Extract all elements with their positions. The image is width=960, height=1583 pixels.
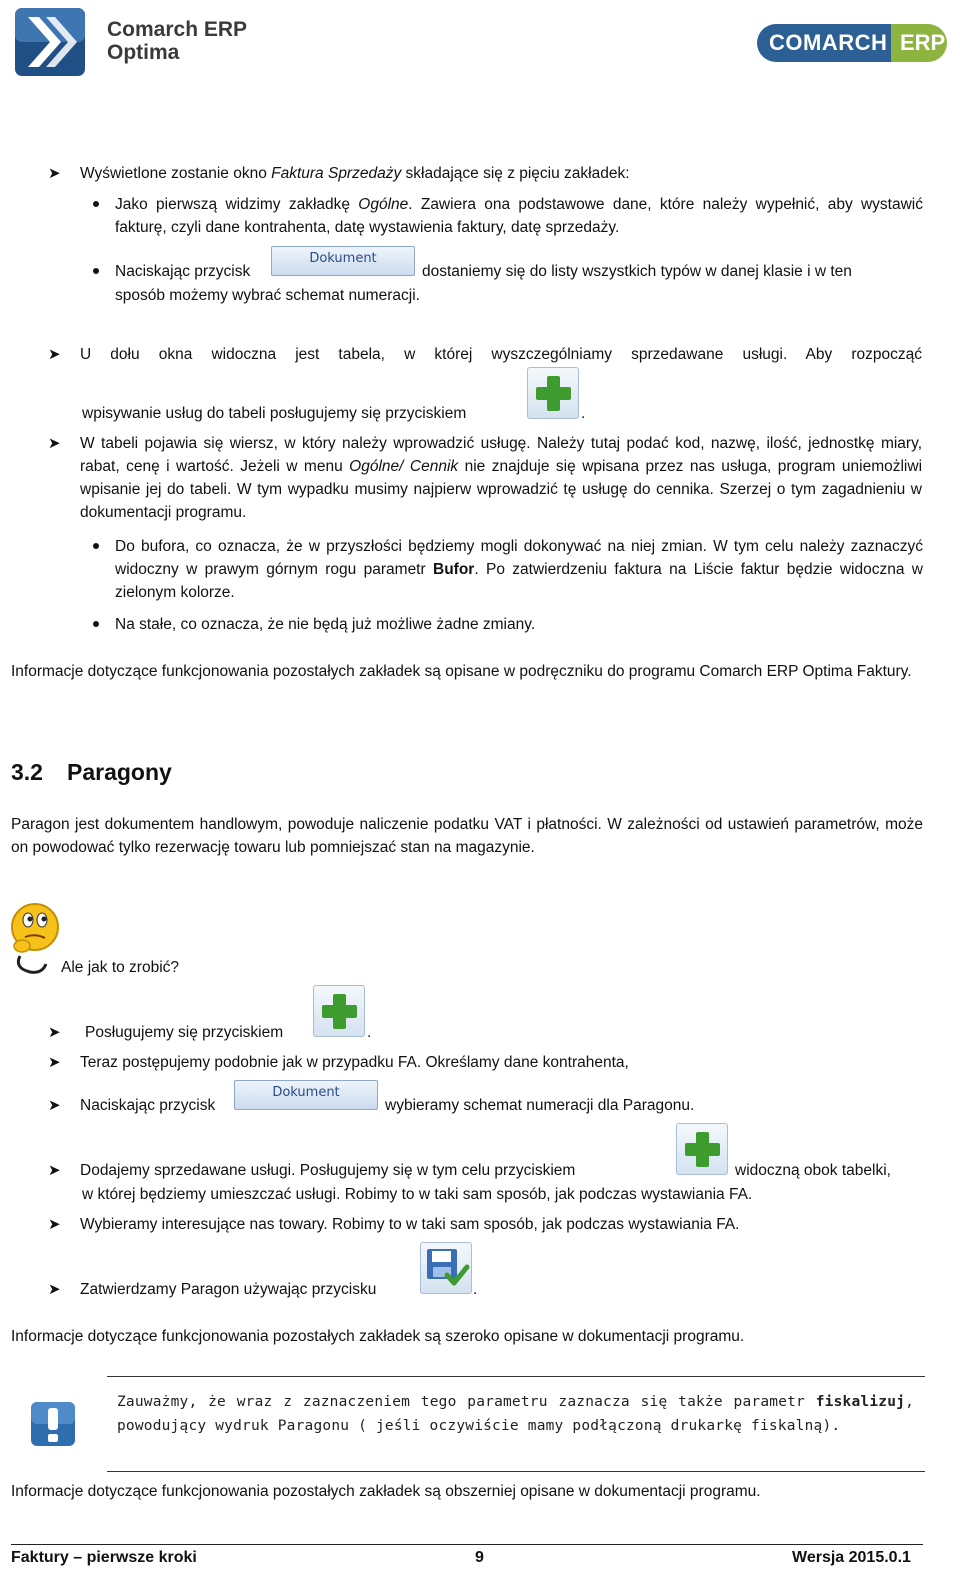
step-numbering-scheme: wybieramy schemat numeracji dla Paragonu. xyxy=(385,1097,695,1114)
bullet-dot-icon xyxy=(93,621,99,627)
paragraph-general-tab: Jako pierwszą widzimy zakładkę Ogólne. Zawiera ona podstawowe dane, które należy wypełnić, aby wystawić fakturę, czyli dane kontrahenta, datę wystawienia faktury, datę sprzedaży. xyxy=(115,196,923,236)
note-text: Zauważmy, że wraz z zaznaczeniem tego parametru zaznacza się także parametr fiskalizuj, powodujący wydruk Paragonu ( jeśli oczywiście mamy podłączoną drukarkę fiskalną). xyxy=(117,1394,914,1434)
text-pressing-button-cont: dostaniemy się do listy wszystkich typów w danej klasie i w ten xyxy=(422,263,852,280)
brand-right-text: ERP xyxy=(900,30,946,55)
arrow-bullet-icon: ➤ xyxy=(48,1216,61,1233)
step-use-button: Posługujemy się przyciskiem xyxy=(85,1024,284,1041)
footer-title: Faktury – pierwsze kroki xyxy=(11,1549,197,1566)
note-top-rule xyxy=(107,1376,925,1377)
thinking-smiley-icon xyxy=(8,898,64,974)
product-name-line2: Optima xyxy=(107,41,180,64)
arrow-bullet-icon: ➤ xyxy=(48,1162,61,1179)
footer-version: Wersja 2015.0.1 xyxy=(792,1549,911,1566)
paragraph-permanent: Na stałe, co oznacza, że nie będą już możliwe żadne zmiany. xyxy=(115,616,536,633)
step-add-services-line2: w której będziemy umieszczać usługi. Robimy to w taki sam sposób, jak podczas wystawiania FA. xyxy=(82,1186,753,1203)
footer-rule xyxy=(11,1544,923,1545)
step-add-services-cont: widoczną obok tabelki, xyxy=(735,1162,891,1179)
paragraph-table-line2: wpisywanie usług do tabeli posługujemy się przyciskiem xyxy=(82,405,467,422)
add-plus-button[interactable] xyxy=(676,1123,728,1175)
question-text: Ale jak to zrobić? xyxy=(61,959,180,976)
note-bottom-rule xyxy=(107,1471,925,1472)
paragraph-paragon-intro: Paragon jest dokumentem handlowym, powoduje naliczenie podatku VAT i płatności. W zależności od ustawień parametrów, może on powodować tylko rezerwację towaru lub pomniejszać stan na magazynie. xyxy=(11,816,923,856)
arrow-bullet-icon: ➤ xyxy=(48,1281,61,1298)
arrow-bullet-icon: ➤ xyxy=(48,1097,61,1114)
step-add-services: Dodajemy sprzedawane usługi. Posługujemy się w tym celu przyciskiem xyxy=(80,1162,576,1179)
save-disk-icon xyxy=(421,1243,471,1293)
bullet-dot-icon xyxy=(93,543,99,549)
text-pressing-button-line2: sposób możemy wybrać schemat numeracji. xyxy=(115,287,420,304)
paragraph-window-intro: Wyświetlone zostanie okno Faktura Sprzedaży składające się z pięciu zakładek: xyxy=(80,165,630,182)
comarch-erp-brand-logo xyxy=(757,24,947,62)
paragraph-info-1: Informacje dotyczące funkcjonowania pozostałych zakładek są opisane w podręczniku do programu Comarch ERP Optima Faktury. xyxy=(11,663,912,680)
section-number: 3.2 xyxy=(11,759,43,785)
bullet-dot-icon xyxy=(93,201,99,207)
dokument-button[interactable]: Dokument xyxy=(234,1080,378,1110)
save-confirm-button[interactable] xyxy=(420,1242,472,1294)
paragraph-info-2: Informacje dotyczące funkcjonowania pozostałych zakładek są szeroko opisane w dokumentacji programu. xyxy=(11,1328,745,1345)
paragraph-info-3: Informacje dotyczące funkcjonowania pozostałych zakładek są obszerniej opisane w dokumentacji programu. xyxy=(11,1483,761,1500)
product-name-line1: Comarch ERP xyxy=(107,18,248,41)
arrow-bullet-icon: ➤ xyxy=(48,435,61,452)
comarch-optima-logo-icon xyxy=(14,7,86,77)
step-contractor: Teraz postępujemy podobnie jak w przypadku FA. Określamy dane kontrahenta, xyxy=(80,1054,629,1071)
step-choose-goods: Wybieramy interesujące nas towary. Robimy to w taki sam sposób, jak podczas wystawiania FA. xyxy=(80,1216,740,1233)
step-pressing-button: Naciskając przycisk xyxy=(80,1097,216,1114)
arrow-bullet-icon: ➤ xyxy=(48,165,61,182)
section-title: Paragony xyxy=(67,759,172,785)
paragraph-to-buffer: Do bufora, co oznacza, że w przyszłości będziemy mogli dokonywać na niej zmian. W tym celu należy zaznaczyć widoczny w prawym górnym rogu parametr Bufor. Po zatwierdzeniu faktura na Liście faktur będzie widoczna w zielonym kolorze. xyxy=(115,538,923,601)
paragraph-table-line1: U dołu okna widoczna jest tabela, w której wyszczególniamy sprzedawane usługi. Aby rozpocząć xyxy=(80,346,922,363)
text-pressing-button: Naciskając przycisk xyxy=(115,263,251,280)
paragraph-row-appears: W tabeli pojawia się wiersz, w który należy wprowadzić usługę. Należy tutaj podać kod, nazwę, ilość, jednostkę miary, rabat, cenę i wartość. Jeżeli w menu Ogólne/ Cennik nie znajduje się wpisana przez nas usługa, program uniemożliwi wpisanie jej do tabeli. W tym wypadku musimy najpierw wprowadzić tę usługę do cennika. Szerzej o tym zagadnieniu w dokumentacji programu. xyxy=(80,435,923,521)
brand-left-text: COMARCH xyxy=(769,30,888,55)
footer-page-number: 9 xyxy=(475,1549,484,1566)
dokument-button[interactable]: Dokument xyxy=(271,246,415,276)
arrow-bullet-icon: ➤ xyxy=(48,1024,61,1041)
exclamation-note-icon xyxy=(30,1401,76,1447)
add-plus-button[interactable] xyxy=(527,367,579,419)
arrow-bullet-icon: ➤ xyxy=(48,346,61,363)
add-plus-button[interactable] xyxy=(313,985,365,1037)
arrow-bullet-icon: ➤ xyxy=(48,1054,61,1071)
step-confirm: Zatwierdzamy Paragon używając przycisku xyxy=(80,1281,377,1298)
bullet-dot-icon xyxy=(93,268,99,274)
